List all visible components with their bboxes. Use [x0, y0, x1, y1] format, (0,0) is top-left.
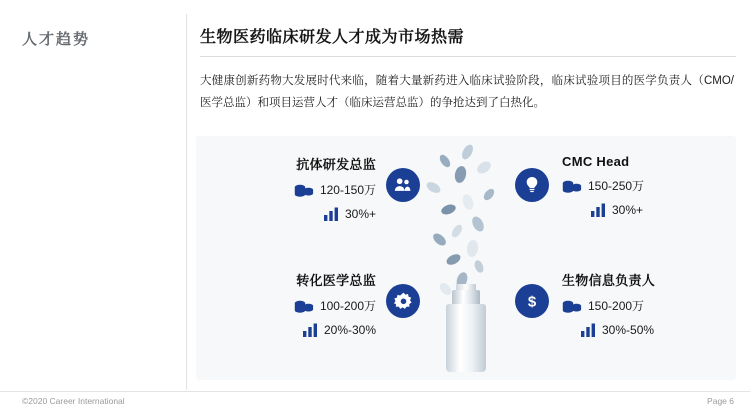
- lightbulb-icon: [522, 175, 542, 195]
- role-growth: 30%+: [612, 203, 644, 217]
- role-title: 转化医学总监: [296, 273, 376, 288]
- bar-chart-icon: [590, 202, 606, 218]
- footer-copyright: ©2020 Career International: [22, 396, 125, 406]
- role-title: 生物信息负责人: [562, 273, 656, 288]
- role-title: CMC Head: [562, 154, 630, 169]
- pill-bottle-illustration: [411, 140, 521, 376]
- gear-icon-badge: [386, 284, 420, 318]
- role-growth-row: [562, 202, 722, 218]
- role-entry-bottom-left: [226, 270, 376, 338]
- bar-chart-icon: [580, 322, 596, 338]
- people-icon-badge: [386, 168, 420, 202]
- role-entry-top-left: [226, 154, 376, 222]
- role-salary: 100-200万: [319, 299, 376, 313]
- role-salary-row: [226, 297, 376, 314]
- role-growth: 30%-50%: [602, 323, 655, 337]
- roles-card-inner: [196, 136, 736, 380]
- role-growth-row: [226, 322, 376, 338]
- coins-icon: [562, 298, 582, 314]
- roles-card: [196, 136, 736, 380]
- page-title: 生物医药临床研发人才成为市场热需: [200, 29, 465, 46]
- role-growth-row: [226, 206, 376, 222]
- lightbulb-icon-badge: [515, 168, 549, 202]
- gear-icon: [393, 291, 414, 312]
- coins-icon: [294, 298, 314, 314]
- svg-text:$: $: [527, 293, 537, 311]
- dollar-icon-badge: [515, 284, 549, 318]
- bar-chart-icon: [302, 322, 318, 338]
- title-divider: [200, 56, 736, 57]
- footer-page-number: Page 6: [707, 396, 734, 406]
- role-salary-row: [226, 181, 376, 198]
- role-growth: 20%-30%: [323, 323, 376, 337]
- role-salary: 150-200万: [588, 299, 645, 313]
- bottle-body: [446, 304, 486, 372]
- role-salary-row: [562, 297, 732, 314]
- people-icon: [393, 175, 413, 195]
- role-entry-bottom-right: [562, 270, 732, 338]
- role-entry-top-right: [562, 154, 722, 218]
- coins-icon: [562, 178, 582, 194]
- footer-divider: [0, 391, 750, 392]
- role-title: 抗体研发总监: [296, 157, 376, 172]
- role-growth: 30%+: [344, 207, 376, 221]
- role-salary-row: [562, 177, 722, 194]
- dollar-icon: [522, 291, 542, 311]
- role-salary: 150-250万: [588, 179, 645, 193]
- body-paragraph: 大健康创新药物大发展时代来临，随着大量新药进入临床试验阶段，临床试验项目的医学负责人（CMO/医学总监）和项目运营人才（临床运营总监）的争抢达到了白热化。: [200, 75, 734, 109]
- role-growth-row: [562, 322, 732, 338]
- bar-chart-icon: [323, 206, 339, 222]
- section-label: 人才趋势: [22, 31, 91, 48]
- vertical-divider: [186, 14, 187, 390]
- role-salary: 120-150万: [319, 183, 376, 197]
- coins-icon: [294, 182, 314, 198]
